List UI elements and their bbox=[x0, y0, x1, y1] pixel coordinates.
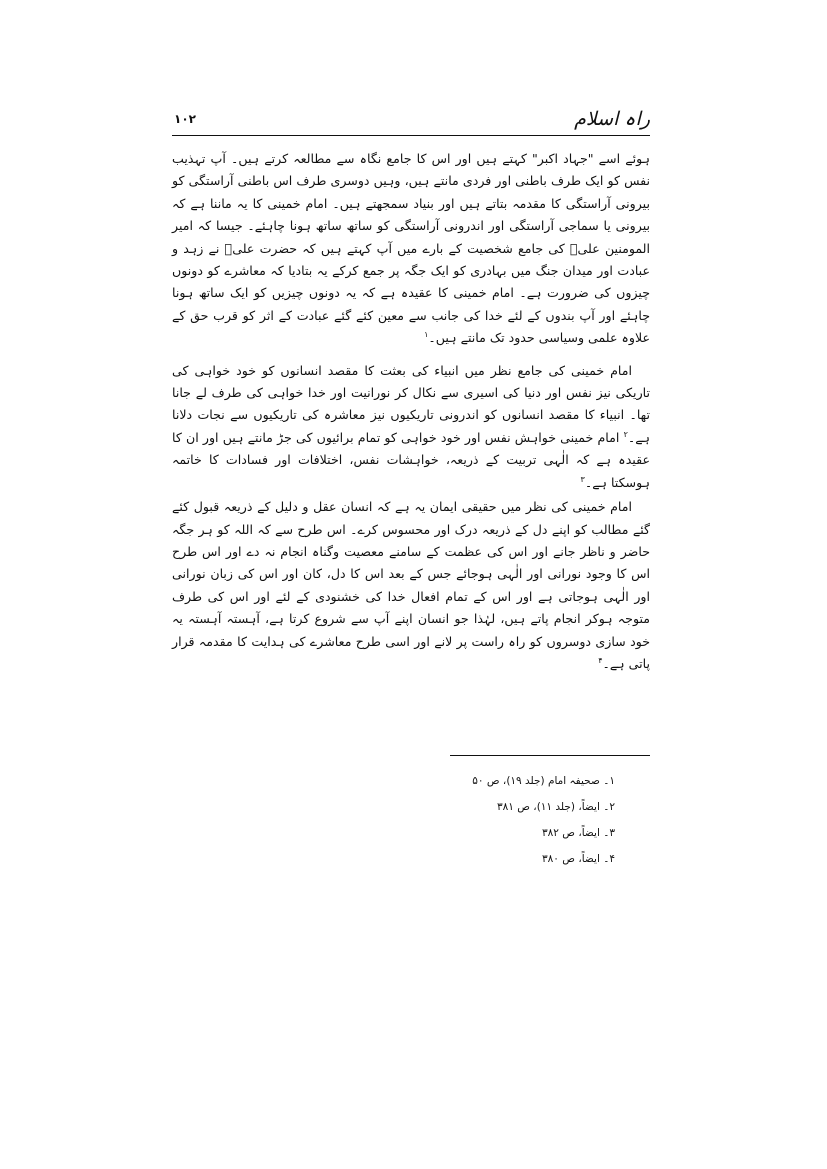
paragraph-2 bbox=[172, 360, 650, 494]
paragraph-1 bbox=[172, 148, 650, 350]
main-text bbox=[172, 148, 650, 675]
paragraph-1-text: ہوئے اسے "جہاد اکبر" کہتے ہیں اور اس کا جامع نگاہ سے مطالعہ کرتے ہیں۔ آپ تہذیب نفس کو ایک طرف باطنی اور فردی مانتے ہیں، وہیں دوسری طرف اس باطنی آراستگی کو بیرونی آراستگی کا مقدمہ بتاتے ہیں اور بنیاد سمجھتے ہیں۔ امام خمینی کا یہ ماننا ہے کہ بیرونی یا سماجی آراستگی اور اندرونی آراستگی کو ساتھ ساتھ ہونا چاہئے۔ جیسا کہ امیر المومنین علیؑ کی جامع شخصیت کے بارے میں آپ کہتے ہیں کہ حضرت علیؑ نے زہد و عبادت اور میدان جنگ میں بہادری کو ایک جگہ پر جمع کرکے یہ بتادیا کہ معاشرے کو دونوں چیزوں کی ضرورت ہے۔ امام خمینی کا عقیدہ ہے کہ یہ دونوں چیزیں کو ایک ساتھ ہونا چاہئے اور آپ بندوں کے لئے خدا کی جانب سے معین کئے گئے عبادت کے اثر کو قرب حق کے علاوہ علمی وسیاسی حدود تک مانتے ہیں۔ bbox=[172, 151, 650, 346]
paragraph-2b-text: امام خمینی خواہش نفس اور خود خواہی کو تمام برائیوں کی جڑ مانتے ہیں اور ان کا عقیدہ ہے کہ الٰہی تربیت کے ذریعہ، خواہشات نفس، اختلافات اور فسادات کا خاتمہ ہوسکتا ہے۔ bbox=[172, 429, 650, 490]
header-divider bbox=[172, 135, 650, 136]
paragraph-3-text: امام خمینی کی نظر میں حقیقی ایمان یہ ہے کہ انسان عقل و دلیل کے ذریعہ قبول کئے گئے مطالب کو اپنے دل کے ذریعہ درک اور محسوس کرے۔ اس طرح سے کہ اللہ کو ہر جگہ حاضر و ناظر جانے اور اس کی عظمت کے سامنے معصیت وگناہ انجام نہ دے اور اس طرح اس کا وجود نورانی اور الٰہی ہوجائے جس کے بعد اس کا دل، کان اور اس کی زبان نورانی اور الٰہی ہوجاتی ہے اور اس کے تمام افعال خدا کی خشنودی کے لئے اور اس کی طرف متوجہ ہوکر انجام پاتے ہیں، لہٰذا جو انسان اپنے آپ سے شروع کرتا ہے، آہستہ آہستہ یہ خود سازی دوسروں کو راہ راست پر لانے اور اسی طرح معاشرے کی ہدایت کا مقدمہ قرار پاتی ہے۔ bbox=[172, 499, 650, 671]
paragraph-3 bbox=[172, 496, 650, 675]
book-title: راہ اسلام bbox=[574, 108, 650, 130]
running-header bbox=[172, 108, 650, 134]
footnotes bbox=[420, 768, 615, 872]
footnote-2: ۲۔ ایضاً، (جلد ۱۱)، ص ۳۸۱ bbox=[497, 801, 615, 813]
footnote-4: ۴۔ ایضاً، ص ۳۸۰ bbox=[542, 853, 615, 865]
footnote-ref-1: ۱ bbox=[424, 330, 429, 340]
footnote-ref-2: ۲ bbox=[623, 429, 628, 439]
page-number: ۱۰۲ bbox=[174, 112, 196, 126]
footnote-divider bbox=[450, 755, 650, 756]
footnote-ref-4: ۴ bbox=[598, 655, 603, 665]
footnote-ref-3: ۳ bbox=[580, 474, 585, 484]
footnote-1: ۱۔ صحیفہ امام (جلد ۱۹)، ص ۵۰ bbox=[472, 775, 615, 787]
paragraph-2-text: امام خمینی کی جامع نظر میں انبیاء کی بعثت کا مقصد انسانوں کو خود خواہی کی تاریکی نیز نفس اور دنیا کی اسیری سے نکال کر نورانیت اور خدا خواہی کی طرف لے جانا تھا۔ انبیاء کا مقصد انسانوں کو اندرونی تاریکیوں نیز معاشرہ کی تاریکیوں سے نجات دلانا ہے۔ bbox=[172, 362, 650, 445]
footnote-3: ۳۔ ایضاً، ص ۳۸۲ bbox=[542, 827, 615, 839]
